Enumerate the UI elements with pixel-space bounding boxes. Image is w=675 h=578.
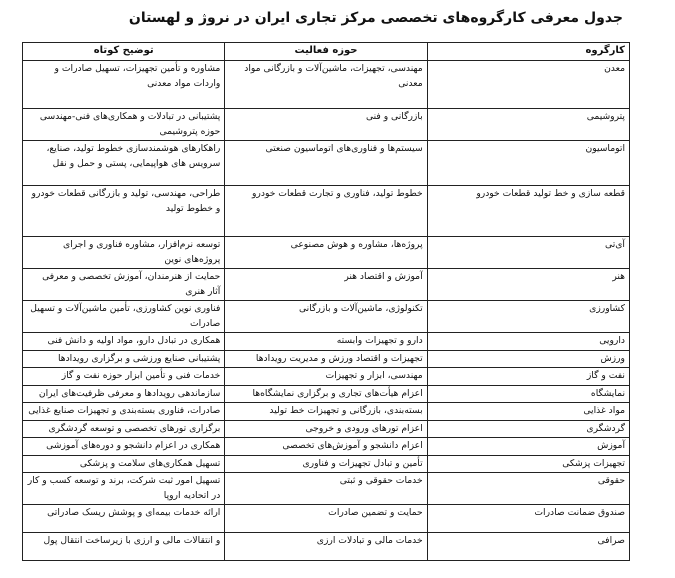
cell-group: حقوقی (427, 473, 629, 505)
cell-group: نمایشگاه (427, 385, 629, 403)
cell-group: کشاورزی (427, 301, 629, 333)
cell-field: پروژه‌ها، مشاوره و هوش مصنوعی (225, 237, 427, 269)
cell-field: تأمین و تبادل تجهیزات و فناوری (225, 455, 427, 473)
cell-field: بسته‌بندی، بازرگانی و تجهیزات خط تولید (225, 403, 427, 421)
cell-group: معدن (427, 61, 629, 109)
cell-group: اتوماسیون (427, 141, 629, 186)
cell-field: تجهیزات و اقتصاد ورزش و مدیریت رویدادها (225, 350, 427, 368)
cell-field: آموزش و اقتصاد هنر (225, 269, 427, 301)
cell-description: توسعه نرم‌افزار، مشاوره فناوری و اجرای پروژه‌های نوین (23, 237, 225, 269)
table-row (23, 505, 630, 533)
cell-field: اعزام تورهای ورودی و خروجی (225, 420, 427, 438)
table-header-row (23, 43, 630, 61)
cell-group: آموزش (427, 438, 629, 456)
cell-group: پتروشیمی (427, 109, 629, 141)
cell-description: فناوری نوین کشاورزی، تأمین ماشین‌آلات و تسهیل صادرات (23, 301, 225, 333)
cell-description: طراحی، مهندسی، تولید و بازرگانی قطعات خودرو و خطوط تولید (23, 186, 225, 237)
cell-description: ارائه خدمات بیمه‌ای و پوشش ریسک صادراتی (23, 505, 225, 533)
header-group: کارگروه (427, 43, 629, 61)
cell-field: مهندسی، ابزار و تجهیزات (225, 368, 427, 386)
cell-field: اعزام هیأت‌های تجاری و برگزاری نمایشگاه‌ها (225, 385, 427, 403)
table-row (23, 533, 630, 561)
table-row (23, 350, 630, 368)
cell-field: خدمات مالی و تبادلات ارزی (225, 533, 427, 561)
table-row (23, 438, 630, 456)
table-row (23, 473, 630, 505)
cell-description: سازماندهی رویدادها و معرفی ظرفیت‌های ایران (23, 385, 225, 403)
cell-description: تسهیل همکاری‌های سلامت و پزشکی (23, 455, 225, 473)
cell-group: گردشگری (427, 420, 629, 438)
table-row (23, 269, 630, 301)
cell-group: صرافی (427, 533, 629, 561)
cell-description: پشتیبانی صنایع ورزشی و برگزاری رویدادها (23, 350, 225, 368)
cell-group: صندوق ضمانت صادرات (427, 505, 629, 533)
cell-description: مشاوره و تأمین تجهیزات، تسهیل صادرات و واردات مواد معدنی (23, 61, 225, 109)
table-row (23, 403, 630, 421)
table-row (23, 186, 630, 237)
cell-group: تجهیزات پزشکی (427, 455, 629, 473)
cell-group: مواد غذایی (427, 403, 629, 421)
table-row (23, 455, 630, 473)
cell-field: مهندسی، تجهیزات، ماشین‌آلات و بازرگانی مواد معدنی (225, 61, 427, 109)
header-description: توضیح کوتاه (23, 43, 225, 61)
cell-description: خدمات فنی و تأمین ابزار حوزه نفت و گاز (23, 368, 225, 386)
table-row (23, 385, 630, 403)
cell-description: همکاری در اعزام دانشجو و دوره‌های آموزشی (23, 438, 225, 456)
cell-group: نفت و گاز (427, 368, 629, 386)
table-row (23, 301, 630, 333)
cell-group: آی‌تی (427, 237, 629, 269)
table-row (23, 368, 630, 386)
cell-field: تکنولوژی، ماشین‌آلات و بازرگانی (225, 301, 427, 333)
cell-field: خدمات حقوقی و ثبتی (225, 473, 427, 505)
cell-description: راهکارهای هوشمندسازی خطوط تولید، صنایع، سرویس های هواپیمایی، پستی و حمل و نقل (23, 141, 225, 186)
table-row (23, 109, 630, 141)
cell-group: ورزش (427, 350, 629, 368)
cell-description: پشتیبانی در تبادلات و همکاری‌های فنی-مهندسی حوزه پتروشیمی (23, 109, 225, 141)
cell-description: برگزاری تورهای تخصصی و توسعه گردشگری (23, 420, 225, 438)
cell-group: دارویی (427, 333, 629, 351)
cell-field: سیستم‌ها و فناوری‌های اتوماسیون صنعتی (225, 141, 427, 186)
table-row (23, 141, 630, 186)
cell-field: خطوط تولید، فناوری و تجارت قطعات خودرو (225, 186, 427, 237)
cell-field: بازرگانی و فنی (225, 109, 427, 141)
cell-description: صادرات، فناوری بسته‌بندی و تجهیزات صنایع غذایی (23, 403, 225, 421)
table-row (23, 237, 630, 269)
cell-field: اعزام دانشجو و آموزش‌های تخصصی (225, 438, 427, 456)
table-row (23, 333, 630, 351)
table-row (23, 61, 630, 109)
table-row (23, 420, 630, 438)
cell-description: حمایت از هنرمندان، آموزش تخصصی و معرفی آثار هنری (23, 269, 225, 301)
working-groups-table (22, 42, 630, 561)
cell-field: حمایت و تضمین صادرات (225, 505, 427, 533)
cell-group: قطعه سازی و خط تولید قطعات خودرو (427, 186, 629, 237)
cell-field: دارو و تجهیزات وابسته (225, 333, 427, 351)
header-field: حوزه فعالیت (225, 43, 427, 61)
cell-description: تسهیل امور ثبت شرکت، برند و توسعه کسب و کار در اتحادیه اروپا (23, 473, 225, 505)
cell-description: همکاری در تبادل دارو، مواد اولیه و دانش فنی (23, 333, 225, 351)
cell-description: و انتقالات مالی و ارزی با زیرساخت انتقال پول (23, 533, 225, 561)
document-title: جدول معرفی کارگروه‌های تخصصی مرکز تجاری ایران در نروژ و لهستان (128, 10, 623, 26)
cell-group: هنر (427, 269, 629, 301)
